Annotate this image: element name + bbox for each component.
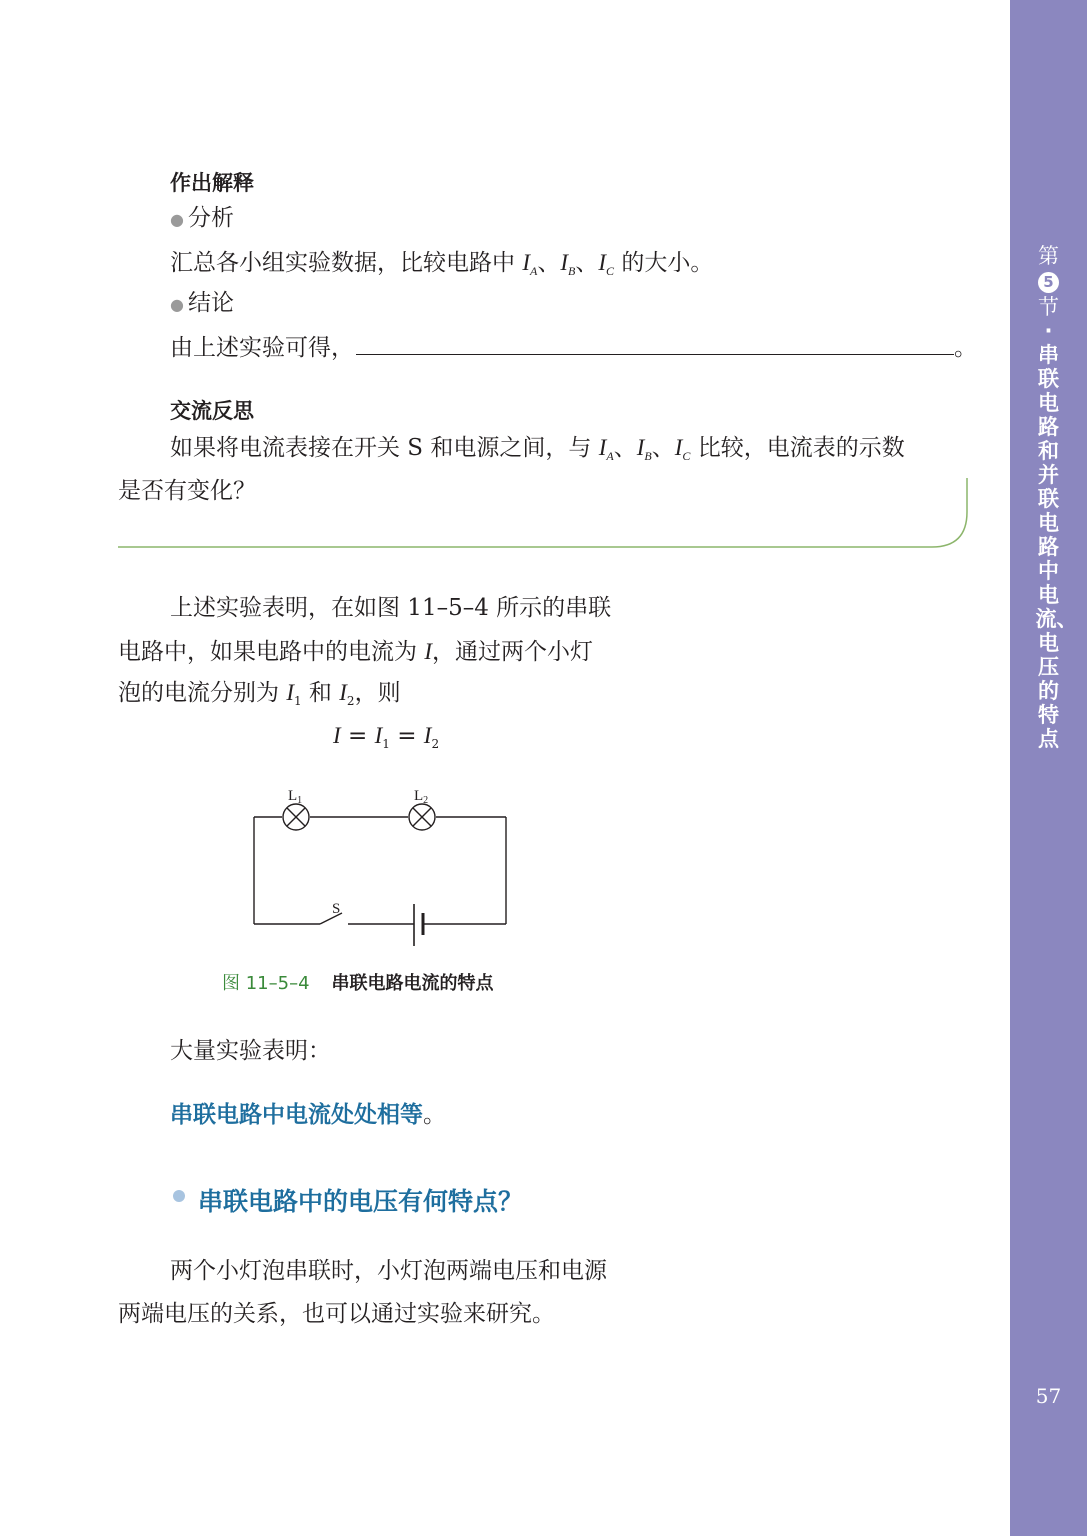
formula: $I = I_1 = I_2$ — [333, 723, 440, 751]
summary-conclusion: 串联电路中电流处处相等。 — [170, 1101, 446, 1128]
page-number: 57 — [1035, 1384, 1062, 1408]
section-line2: 两端电压的关系，也可以通过实验来研究。 — [118, 1301, 555, 1327]
sidebar-jie: 节 — [1038, 295, 1059, 319]
sidebar-di: 第 — [1038, 244, 1059, 268]
conclusion-label-row — [170, 292, 234, 315]
label-l2: $L_2$ — [414, 788, 429, 806]
caption-text: 串联电路电流的特点 — [331, 973, 494, 994]
lamp-l1-icon — [283, 804, 309, 830]
analysis-text: 汇总各小组实验数据，比较电路中 $I_A$、$I_B$、$I_C$ 的大小。 — [170, 250, 714, 278]
body-line1: 上述实验表明，在如图 11–5–4 所示的串联 — [170, 595, 612, 621]
sidebar-section-number: 5 — [1038, 272, 1059, 293]
explain-heading: 作出解释 — [170, 171, 254, 195]
sidebar-chapter-title: 第 5 节 · 串联电路和并联电路中电流、电压的特点 — [1035, 244, 1078, 751]
body-line3: 泡的电流分别为 $I_1$ 和 $I_2$，则 — [118, 680, 401, 708]
reflect-line1: 如果将电流表接在开关 S 和电源之间，与 $I_A$、$I_B$、$I_C$ 比较，电流表的示数 — [170, 435, 905, 463]
body-line2: 电路中，如果电路中的电流为 I，通过两个小灯 — [118, 639, 593, 665]
figure-caption — [222, 969, 494, 995]
circuit-diagram — [240, 780, 530, 955]
sidebar — [1010, 0, 1087, 1536]
label-s: S — [332, 901, 341, 917]
label-l1: $L_1$ — [288, 788, 303, 806]
section-title: 串联电路中的电压有何特点？ — [198, 1187, 524, 1216]
conclusion-text: 由上述实验可得， 。 — [170, 335, 977, 361]
lamp-l2-icon — [409, 804, 435, 830]
summary-intro: 大量实验表明： — [170, 1038, 331, 1064]
box-border — [110, 470, 980, 560]
caption-number: 图 11–5–4 — [222, 973, 310, 994]
fill-blank[interactable] — [356, 334, 954, 355]
sidebar-title: 串联电路和并联电路中电流、电压的特点 — [1035, 343, 1078, 751]
analysis-label-row — [170, 207, 234, 230]
analysis-label: 分析 — [187, 205, 234, 231]
reflect-heading: 交流反思 — [170, 399, 254, 423]
section-dot-icon — [173, 1190, 185, 1202]
bullet-icon: ● — [170, 295, 184, 314]
bullet-icon: ● — [170, 210, 184, 229]
reflect-line2: 是否有变化？ — [118, 478, 256, 504]
section-line1: 两个小灯泡串联时，小灯泡两端电压和电源 — [170, 1258, 607, 1284]
conclusion-label: 结论 — [187, 290, 234, 316]
